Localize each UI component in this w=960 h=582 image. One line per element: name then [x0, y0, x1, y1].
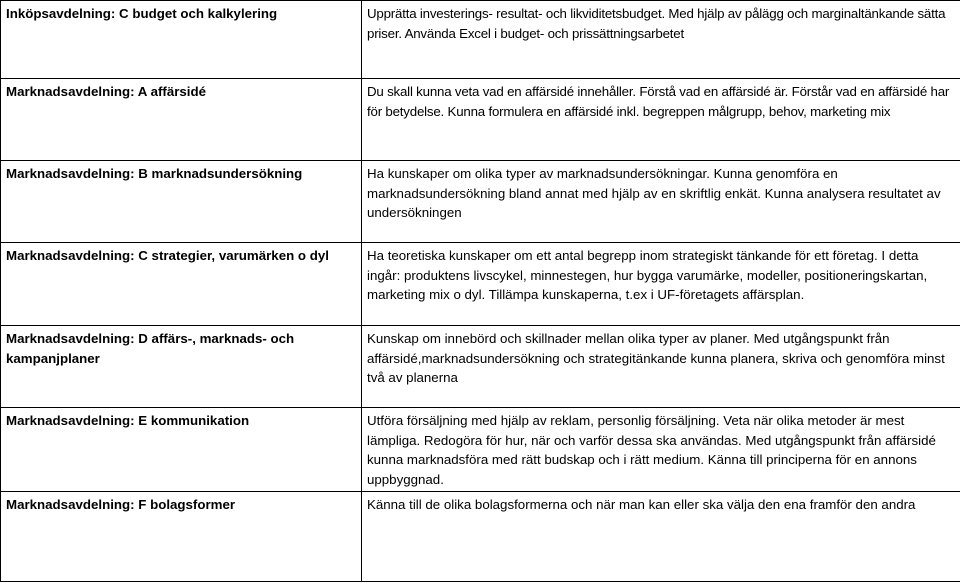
description-cell: Utföra försäljning med hjälp av reklam, personlig försäljning. Veta när olika metoder är mest lämpliga. Redogöra för hur, när och varför dessa ska användas. Med utgångspunkt från affärsidé kunna marknadsföra med rätt budskap och i rätt medium. Känna till principerna för en annons uppbyggnad.	[362, 408, 960, 492]
area-cell: Marknadsavdelning: A affärsidé	[1, 79, 362, 161]
area-cell: Marknadsavdelning: C strategier, varumärken o dyl	[1, 243, 362, 326]
table-row	[1, 1, 960, 79]
description-cell: Ha teoretiska kunskaper om ett antal begrepp inom strategiskt tänkande för ett företag. I detta ingår: produktens livscykel, minnestegen, hur bygga varumärke, modeller, positioneringskartan, marketing mix o dyl. Tillämpa kunskaperna, t.ex i UF-företagets affärsplan.	[362, 243, 960, 326]
table-row	[1, 326, 960, 408]
table-row	[1, 408, 960, 492]
table-row	[1, 79, 960, 161]
table-row	[1, 492, 960, 582]
description-cell: Kunskap om innebörd och skillnader mellan olika typer av planer. Med utgångspunkt från affärsidé,marknadsundersökning och strategitänkande kunna planera, skriva och genomföra minst två av planerna	[362, 326, 960, 408]
area-cell: Marknadsavdelning: B marknadsundersökning	[1, 161, 362, 243]
table-row	[1, 161, 960, 243]
description-cell: Känna till de olika bolagsformerna och när man kan eller ska välja den ena framför den andra	[362, 492, 960, 582]
table-row	[1, 243, 960, 326]
description-cell: Du skall kunna veta vad en affärsidé innehåller. Förstå vad en affärsidé är. Förstår vad en affärsidé har för betydelse. Kunna formulera en affärsidé inkl. begreppen målgrupp, behov, marketing mix	[362, 79, 960, 161]
area-cell: Marknadsavdelning: F bolagsformer	[1, 492, 362, 582]
area-cell: Marknadsavdelning: E kommunikation	[1, 408, 362, 492]
description-cell: Upprätta investerings- resultat- och likviditetsbudget. Med hjälp av pålägg och marginaltänkande sätta priser. Använda Excel i budget- och prissättningsarbetet	[362, 1, 960, 79]
description-cell: Ha kunskaper om olika typer av marknadsundersökningar. Kunna genomföra en marknadsundersökning bland annat med hjälp av en skriftlig enkät. Kunna analysera resultatet av undersökningen	[362, 161, 960, 243]
area-cell: Inköpsavdelning: C budget och kalkylering	[1, 1, 362, 79]
area-cell: Marknadsavdelning: D affärs-, marknads- och kampanjplaner	[1, 326, 362, 408]
